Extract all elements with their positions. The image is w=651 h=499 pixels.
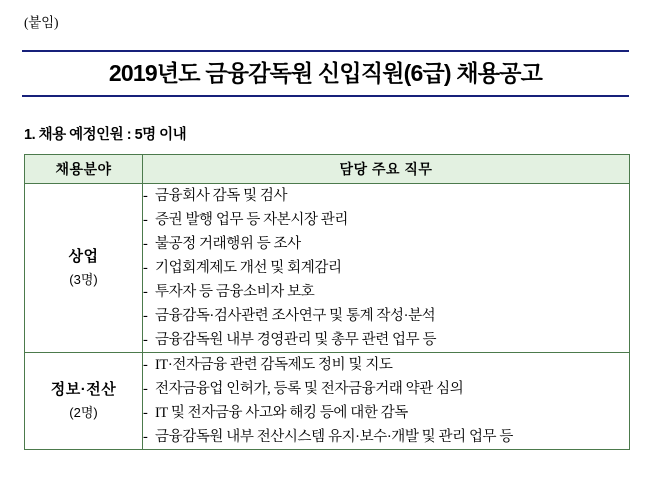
table-row — [25, 353, 630, 450]
duty-item: - 증권 발행 업무 등 자본시장 관리 — [143, 208, 629, 232]
field-name: 상업 — [68, 248, 99, 265]
field-count: (2명) — [69, 405, 98, 420]
column-header-duty: 담당 주요 직무 — [143, 155, 630, 184]
title-banner — [22, 50, 629, 97]
field-count: (3명) — [69, 272, 98, 287]
page-title: 2019년도 금융감독원 신입직원(6급) 채용공고 — [108, 60, 543, 86]
duty-item: - 금융감독·검사관련 조사연구 및 통계 작성·분석 — [143, 304, 629, 328]
duty-item: - 금융회사 감독 및 검사 — [143, 184, 629, 208]
table-header-row — [25, 155, 630, 184]
duty-item: - 금융감독원 내부 경영관리 및 총무 관련 업무 등 — [143, 328, 629, 352]
field-cell — [25, 184, 143, 353]
duty-item: - 불공정 거래행위 등 조사 — [143, 232, 629, 256]
duty-item: - IT 및 전자금융 사고와 해킹 등에 대한 감독 — [143, 401, 629, 425]
recruitment-table — [24, 154, 630, 450]
duty-cell — [143, 184, 630, 353]
duty-item: - 투자자 등 금융소비자 보호 — [143, 280, 629, 304]
duty-list — [143, 353, 629, 449]
duty-item: - 금융감독원 내부 전산시스템 유지·보수·개발 및 관리 업무 등 — [143, 425, 629, 449]
table-row — [25, 184, 630, 353]
section-heading: 1. 채용 예정인원 : 5명 이내 — [24, 127, 187, 143]
duty-item: - 기업회계제도 개선 및 회계감리 — [143, 256, 629, 280]
field-name: 정보·전산 — [50, 381, 117, 398]
field-cell — [25, 353, 143, 450]
column-header-field: 채용분야 — [25, 155, 143, 184]
duty-item: - IT·전자금융 관련 감독제도 정비 및 지도 — [143, 353, 629, 377]
duty-cell — [143, 353, 630, 450]
attachment-note: (붙임) — [24, 15, 59, 30]
duty-item: - 전자금융업 인허가, 등록 및 전자금융거래 약관 심의 — [143, 377, 629, 401]
duty-list — [143, 184, 629, 352]
